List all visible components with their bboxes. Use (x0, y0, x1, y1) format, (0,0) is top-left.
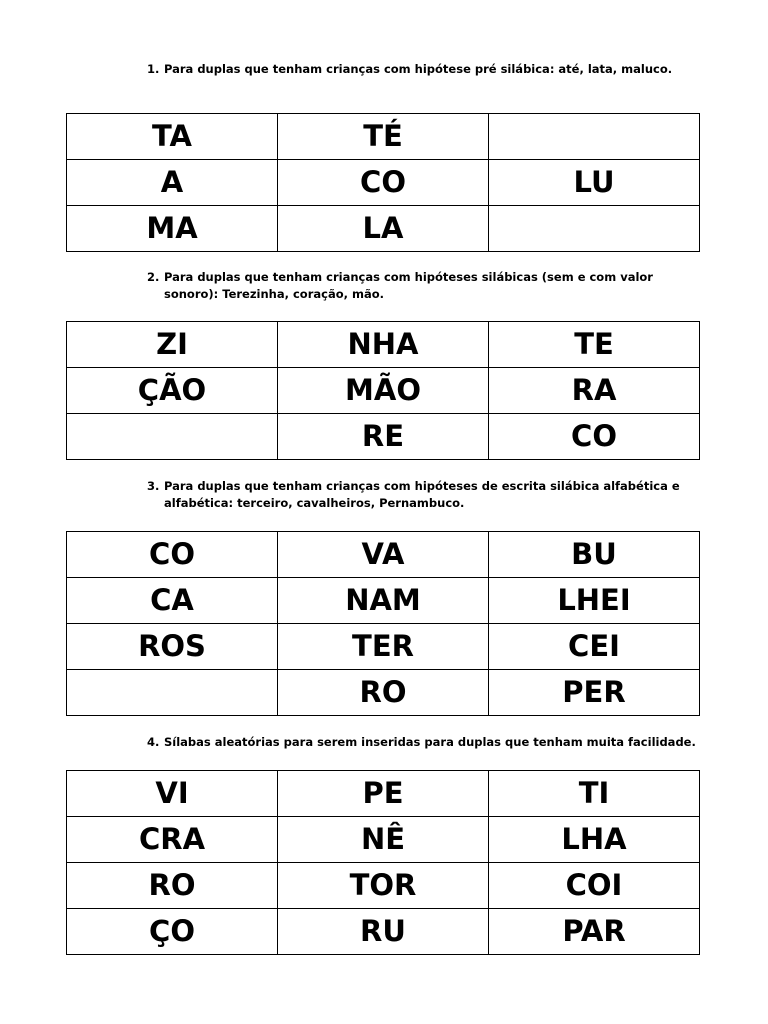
syllable-cell: TÉ (278, 114, 489, 160)
syllable-cell (489, 206, 700, 252)
syllable-cell: PER (489, 670, 700, 716)
syllable-cell: VI (67, 771, 278, 817)
syllable-cell: MA (67, 206, 278, 252)
syllable-cell: RO (67, 863, 278, 909)
table-row (67, 817, 700, 863)
instruction-text: Sílabas aleatórias para serem inseridas para duplas que tenham muita facilidade. (164, 735, 696, 749)
syllable-cell (67, 670, 278, 716)
table-row (67, 863, 700, 909)
syllable-table-2 (66, 321, 700, 460)
table-row (67, 771, 700, 817)
syllable-cell: NÊ (278, 817, 489, 863)
syllable-cell: LU (489, 160, 700, 206)
syllable-cell (67, 414, 278, 460)
syllable-cell: LA (278, 206, 489, 252)
syllable-cell: LHA (489, 817, 700, 863)
syllable-cell: RE (278, 414, 489, 460)
syllable-cell: VA (278, 532, 489, 578)
syllable-cell: ZI (67, 322, 278, 368)
syllable-cell: CA (67, 578, 278, 624)
syllable-cell: PAR (489, 909, 700, 955)
syllable-table-3 (66, 531, 700, 716)
syllable-cell: TER (278, 624, 489, 670)
syllable-cell: ÇÃO (67, 368, 278, 414)
syllable-cell: TE (489, 322, 700, 368)
syllable-cell: RA (489, 368, 700, 414)
table-row (67, 414, 700, 460)
table-row (67, 368, 700, 414)
syllable-cell: CO (278, 160, 489, 206)
instruction-2 (147, 269, 707, 303)
table-row (67, 670, 700, 716)
syllable-cell: CRA (67, 817, 278, 863)
syllable-cell: ÇO (67, 909, 278, 955)
instruction-3 (147, 478, 707, 512)
instruction-text: Para duplas que tenham crianças com hipótese pré silábica: até, lata, maluco. (164, 62, 673, 76)
syllable-cell: COI (489, 863, 700, 909)
syllable-cell: TA (67, 114, 278, 160)
syllable-cell: BU (489, 532, 700, 578)
syllable-cell: LHEI (489, 578, 700, 624)
syllable-cell: RO (278, 670, 489, 716)
instruction-number: 1. (147, 62, 160, 76)
instruction-number: 2. (147, 270, 160, 284)
instruction-4 (147, 734, 707, 751)
instruction-text: Para duplas que tenham crianças com hipóteses silábicas (sem e com valor sonoro): Terezinha, coração, mão. (164, 270, 653, 301)
syllable-cell: TI (489, 771, 700, 817)
table-row (67, 322, 700, 368)
syllable-table-4 (66, 770, 700, 955)
instruction-number: 4. (147, 735, 160, 749)
table-row (67, 532, 700, 578)
syllable-cell: NAM (278, 578, 489, 624)
syllable-cell: TOR (278, 863, 489, 909)
syllable-cell: ROS (67, 624, 278, 670)
syllable-cell: PE (278, 771, 489, 817)
instruction-number: 3. (147, 479, 160, 493)
instruction-text: Para duplas que tenham crianças com hipóteses de escrita silábica alfabética e alfabética: terceiro, cavalheiros, Pernambuco. (164, 479, 680, 510)
syllable-table-1 (66, 113, 700, 252)
syllable-cell: CO (67, 532, 278, 578)
instruction-1 (147, 61, 707, 78)
syllable-cell: CEI (489, 624, 700, 670)
syllable-cell: NHA (278, 322, 489, 368)
syllable-cell: RU (278, 909, 489, 955)
syllable-cell (489, 114, 700, 160)
table-row (67, 909, 700, 955)
table-row (67, 624, 700, 670)
syllable-cell: CO (489, 414, 700, 460)
table-row (67, 206, 700, 252)
table-row (67, 114, 700, 160)
syllable-cell: A (67, 160, 278, 206)
syllable-cell: MÃO (278, 368, 489, 414)
table-row (67, 160, 700, 206)
table-row (67, 578, 700, 624)
